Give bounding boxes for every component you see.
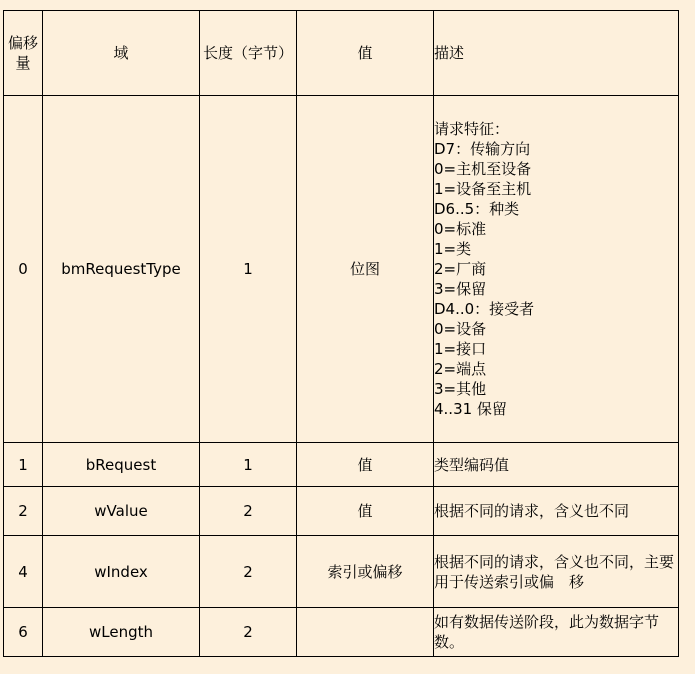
table-row [4,487,679,536]
cell-field: bRequest [43,443,200,487]
description-text: 根据不同的请求，含义也不同 [434,502,630,520]
header-field: 域 [43,11,200,96]
description-line: 请求特征： [434,120,510,138]
description-line: 0=设备 [434,320,487,338]
cell-offset: 4 [4,536,43,608]
description-text: 根据不同的请求，含义也不同，主要用于传送索引或偏 移 [434,552,675,591]
cell-size: 2 [200,536,297,608]
description-line: 1=接口 [434,340,487,358]
cell-value: 值 [297,443,434,487]
cell-size: 1 [200,96,297,443]
table-row [4,608,679,657]
cell-field: wValue [43,487,200,536]
description-line: 3=保留 [434,280,487,298]
description-line: 3=其他 [434,380,487,398]
description-line: 0=标准 [434,220,487,238]
table-row [4,443,679,487]
table-row [4,96,679,443]
cell-size: 1 [200,443,297,487]
cell-description [434,96,679,443]
cell-value [297,608,434,657]
cell-offset: 6 [4,608,43,657]
cell-offset: 1 [4,443,43,487]
table-row [4,536,679,608]
cell-description [434,443,679,487]
cell-value: 值 [297,487,434,536]
setup-packet-table [3,10,679,657]
cell-field: wLength [43,608,200,657]
description-line: 0=主机至设备 [434,160,532,178]
header-offset: 偏移量 [4,11,43,96]
description-line: D7：传输方向 [434,140,531,158]
description-text: 如有数据传送阶段，此为数据字节数。 [434,613,660,651]
description-line: 4..31 保留 [434,400,507,418]
description-line: 1=类 [434,240,472,258]
description-line: 1=设备至主机 [434,180,532,198]
cell-offset: 2 [4,487,43,536]
header-row [4,11,679,96]
cell-description [434,487,679,536]
cell-description [434,536,679,608]
cell-field: bmRequestType [43,96,200,443]
description-text: 类型编码值 [434,455,510,474]
description-line: D4..0：接受者 [434,300,535,318]
header-description: 描述 [434,11,679,96]
cell-offset: 0 [4,96,43,443]
cell-size: 2 [200,487,297,536]
cell-field: wIndex [43,536,200,608]
description-line: 2=端点 [434,360,487,378]
header-size: 长度（字节） [200,11,297,96]
cell-value: 位图 [297,96,434,443]
cell-size: 2 [200,608,297,657]
description-line: 2=厂商 [434,260,487,278]
description-line: D6..5：种类 [434,200,520,218]
cell-value: 索引或偏移 [297,536,434,608]
cell-description [434,608,679,657]
header-value: 值 [297,11,434,96]
